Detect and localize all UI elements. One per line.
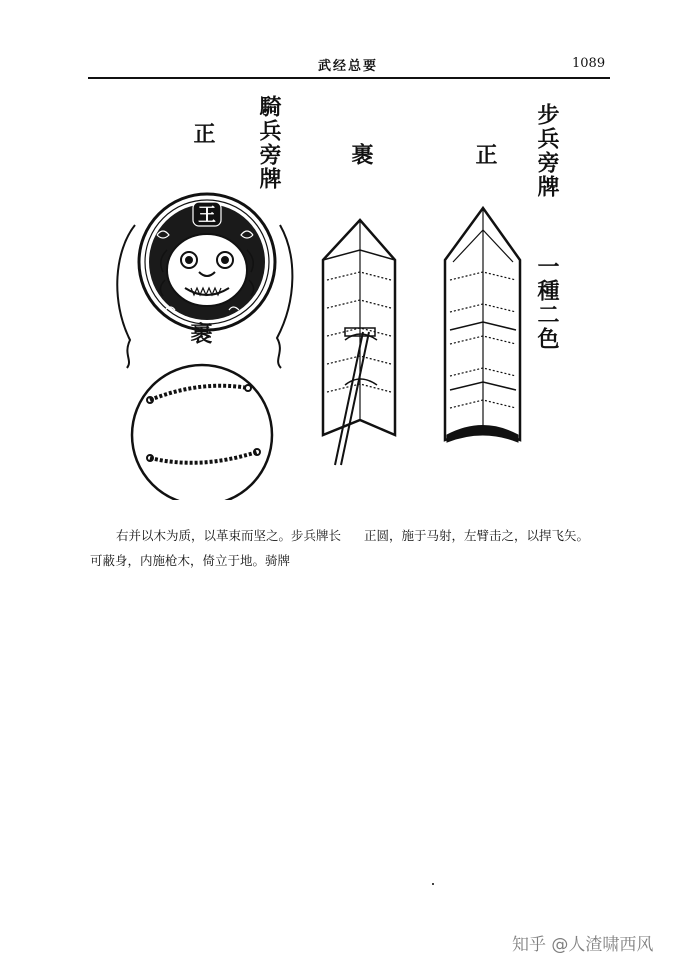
caption-right-column: 正圆，施于马射，左臂击之，以捍飞矢。 [364, 528, 590, 543]
infantry-shield-front [445, 208, 520, 442]
cavalry-back-label: 裹 [187, 322, 213, 346]
infantry-back-label: 裹 [348, 143, 374, 167]
infantry-variant-note: 一種二色 [534, 255, 560, 351]
infantry-front-label: 正 [472, 143, 498, 167]
book-title: 武经总要 [318, 59, 379, 74]
infantry-shield-back [323, 220, 395, 465]
cavalry-shield-back [132, 365, 272, 500]
shield-illustration [105, 180, 575, 500]
page-number: 1089 [572, 56, 606, 71]
cavalry-shield-title: 騎兵旁牌 [256, 95, 282, 191]
cavalry-front-label: 正 [190, 122, 216, 146]
print-speck [432, 883, 434, 885]
caption-left-column: 右并以木为质，以革束而坚之。步兵牌长可蔽身，内施枪木，倚立于地。骑牌 [90, 528, 342, 568]
source-watermark: 知乎 @人渣啸西风 [512, 935, 654, 955]
emblem-character: 王 [198, 205, 216, 226]
header-divider [88, 77, 610, 79]
infantry-shield-title: 步兵旁牌 [534, 103, 560, 199]
cavalry-shield-front [117, 194, 292, 368]
